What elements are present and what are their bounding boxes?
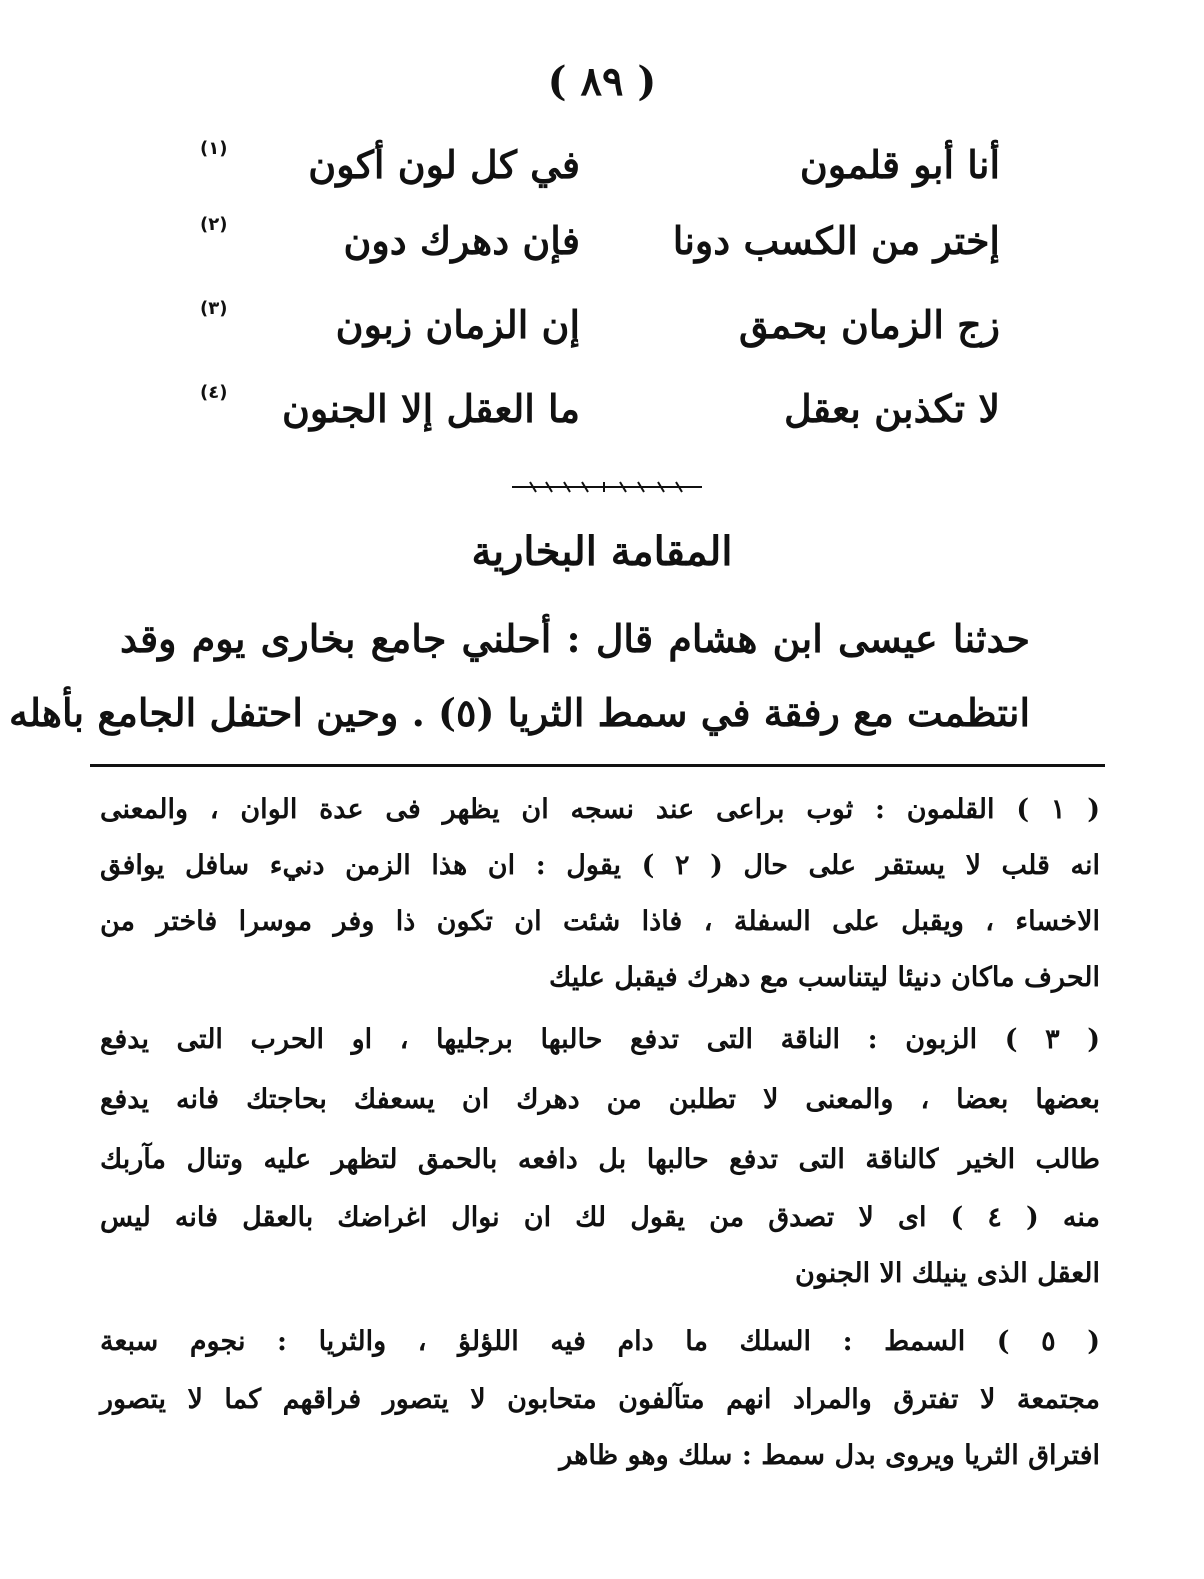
verse-second-hemistich: في كل لون أكون (308, 142, 580, 187)
footnote-line: مجتمعة لا تفترق والمراد انهم متآلفون متحابون لا يتصور فراقهم كما لا يتصور (100, 1384, 1100, 1415)
footnote-ref: (٢) (200, 214, 228, 235)
verse-line-2 (200, 214, 1000, 274)
footnote-line: الاخساء ، ويقبل على السفلة ، فاذا شئت ان تكون ذا وفر موسرا فاختر من (100, 906, 1100, 937)
footnote-line: العقل الذى ينيلك الا الجنون (795, 1258, 1100, 1289)
section-title: المقامة البخارية (471, 528, 733, 575)
verse-line-4 (200, 382, 1000, 442)
footnote-line: طالب الخير كالناقة التى تدفع حالبها بل دافعه بالحمق لتظهر عليه وتنال مآربك (100, 1144, 1100, 1175)
footnote-line: افتراق الثريا ويروى بدل سمط : سلك وهو ظاهر (559, 1440, 1100, 1471)
verse-second-hemistich: إن الزمان زبون (335, 302, 580, 347)
verse-second-hemistich: فإن دهرك دون (343, 218, 580, 263)
footnote-line: انه قلب لا يستقر على حال ( ٢ ) يقول : ان هذا الزمن دنيء سافل يوافق (100, 850, 1100, 881)
footnote-ref: (٤) (200, 382, 228, 403)
footnote-line: الحرف ماكان دنيئا ليتناسب مع دهرك فيقبل عليك (548, 962, 1100, 993)
footnote-separator (90, 764, 1105, 767)
verse-line-1 (200, 138, 1000, 198)
prose-line: انتظمت مع رفقة في سمط الثريا (٥) . وحين احتفل الجامع بأهله (8, 690, 1030, 735)
footnote-ref: (١) (200, 138, 228, 159)
verse-first-hemistich: إختر من الكسب دونا (672, 218, 1000, 263)
verse-second-hemistich: ما العقل إلا الجنون (282, 386, 580, 431)
footnote-ref: (٣) (200, 298, 228, 319)
ornamental-divider (512, 480, 702, 494)
footnote-line: ( ٣ ) الزبون : الناقة التى تدفع حالبها برجليها ، او الحرب التى يدفع (100, 1024, 1100, 1055)
footnote-line: ( ٥ ) السمط : السلك ما دام فيه اللؤلؤ ، والثريا : نجوم سبعة (100, 1326, 1100, 1357)
footnote-line: منه ( ٤ ) اى لا تصدق من يقول لك ان نوال اغراضك بالعقل فانه ليس (100, 1202, 1100, 1233)
prose-line: حدثنا عيسى ابن هشام قال : أحلني جامع بخارى يوم وقد (120, 616, 1030, 661)
verse-first-hemistich: لا تكذبن بعقل (783, 386, 1000, 431)
footnote-line: ( ١ ) القلمون : ثوب براعى عند نسجه ان يظهر فى عدة الوان ، والمعنى (100, 794, 1100, 825)
verse-line-3 (200, 298, 1000, 358)
page-number: ( ٨٩ ) (547, 58, 657, 105)
verse-first-hemistich: أنا أبو قلمون (799, 142, 1000, 187)
verse-first-hemistich: زج الزمان بحمق (738, 302, 1000, 347)
footnote-line: بعضها بعضا ، والمعنى لا تطلبن من دهرك ان يسعفك بحاجتك فانه يدفع (100, 1084, 1100, 1115)
